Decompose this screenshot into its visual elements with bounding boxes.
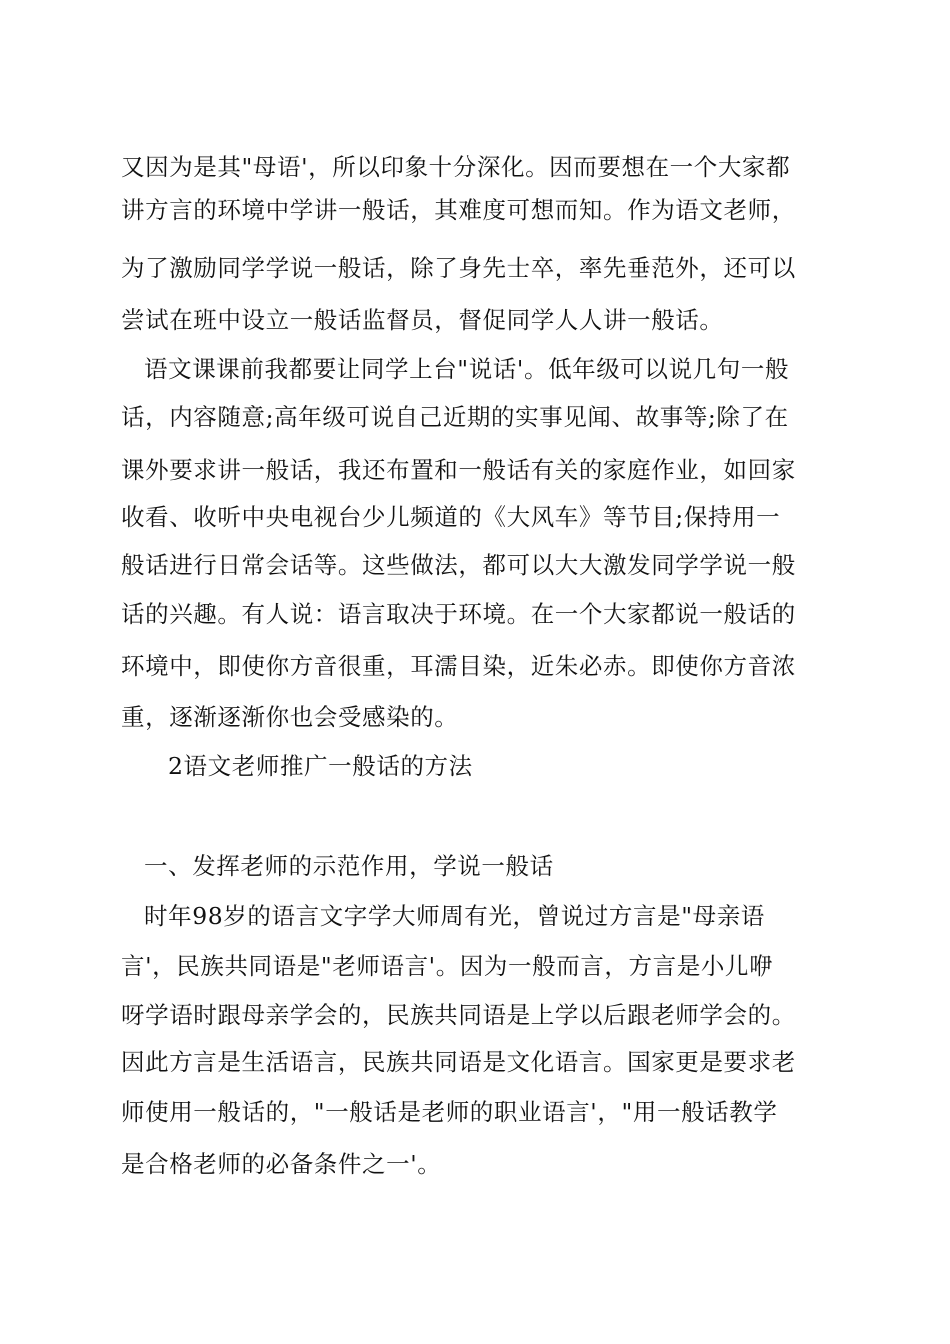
text-line: 课外要求讲一般话，我还布置和一般话有关的家庭作业，如回家 xyxy=(121,456,796,484)
text-line: 讲方言的环境中学讲一般话，其难度可想而知。作为语文老师， xyxy=(121,196,796,224)
text-line: 又因为是其"母语'，所以印象十分深化。因而要想在一个大家都 xyxy=(121,153,791,181)
text-line: 呀学语时跟母亲学会的，民族共同语是上学以后跟老师学会的。 xyxy=(121,1001,796,1029)
text-line: 话，内容随意;高年级可说自己近期的实事见闻、故事等;除了在 xyxy=(121,403,789,431)
section-heading: 2语文老师推广一般话的方法 xyxy=(168,752,473,780)
text-line: 语文课课前我都要让同学上台"说话'。低年级可以说几句一般 xyxy=(144,355,790,383)
text-line: 尝试在班中设立一般话监督员，督促同学人人讲一般话。 xyxy=(121,306,724,334)
text-line: 是合格老师的必备条件之一'。 xyxy=(121,1150,442,1178)
text-line: 言'，民族共同语是"老师语言'。因为一般而言，方言是小儿咿 xyxy=(121,952,774,980)
text-line: 重，逐渐逐渐你也会受感染的。 xyxy=(121,703,459,731)
text-line: 收看、收听中央电视台少儿频道的《大风车》等节目;保持用一 xyxy=(121,503,781,531)
text-line: 环境中，即使你方音很重，耳濡目染，近朱必赤。即使你方音浓 xyxy=(121,652,796,680)
subheading: 一、发挥老师的示范作用，学说一般话 xyxy=(144,852,554,880)
text-line: 为了激励同学学说一般话，除了身先士卒，率先垂范外，还可以 xyxy=(121,254,796,282)
text-line: 师使用一般话的，"一般话是老师的职业语言'，"用一般话教学 xyxy=(121,1098,778,1126)
text-line: 般话进行日常会话等。这些做法，都可以大大激发同学学说一般 xyxy=(121,551,796,579)
text-line: 因此方言是生活语言，民族共同语是文化语言。国家更是要求老 xyxy=(121,1048,796,1076)
text-line: 话的兴趣。有人说：语言取决于环境。在一个大家都说一般话的 xyxy=(121,600,796,628)
text-line: 时年98岁的语言文字学大师周有光，曾说过方言是"母亲语 xyxy=(144,902,765,930)
